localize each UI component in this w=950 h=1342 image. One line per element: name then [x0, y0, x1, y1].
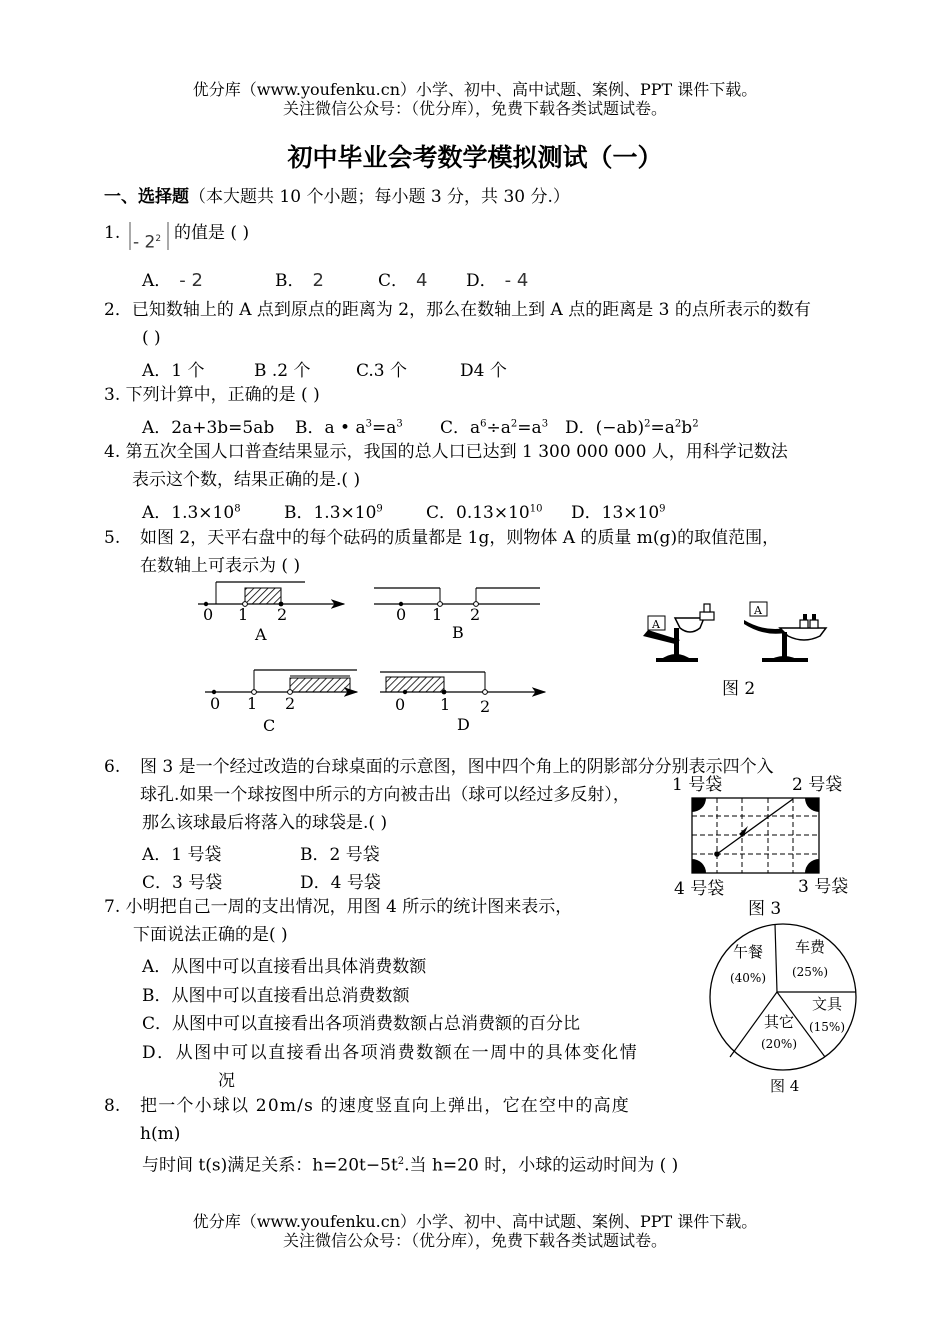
nl-a-label-1: 1	[238, 605, 249, 624]
q3-d-part2: =a	[650, 418, 675, 438]
numberline-b	[374, 588, 540, 642]
q8-line-3	[142, 1151, 678, 1177]
q6-option-d: D．4 号袋	[300, 873, 381, 893]
nl-d-label-0: 0	[395, 695, 406, 714]
q8-line-1: 把一个小球以 20m/s 的速度竖直向上弹出，它在空中的高度	[140, 1096, 631, 1116]
q8-number: 8.	[104, 1096, 121, 1116]
q8-line-3-part2: .当 h=20 时，小球的运动时间为 ( )	[404, 1155, 679, 1176]
q8-line-2: h(m)	[140, 1124, 181, 1144]
nl-d-label-1: 1	[440, 695, 451, 714]
q3-c-part2: ÷a	[486, 418, 511, 438]
q6-line-3: 那么该球最后将落入的球袋是.( )	[142, 813, 388, 833]
q4-d-text: D．13×10	[571, 503, 660, 523]
balance-right	[744, 602, 826, 662]
q4-line-2: 表示这个数，结果正确的是.( )	[132, 470, 361, 490]
section-label: 一、选择题	[104, 187, 189, 207]
q1-a-label: A．	[142, 271, 172, 291]
balance-scales-figure	[640, 598, 840, 668]
q3-c-part3: =a	[517, 418, 542, 438]
q1-base: - 2	[133, 232, 156, 253]
q6-line-1: 图 3 是一个经过改造的台球桌面的示意图，图中四个角上的阴影部分分别表示四个入	[140, 757, 774, 777]
q2-option-a: A．1 个	[142, 361, 205, 381]
q4-b-sup: 9	[376, 503, 383, 515]
q6-option-c: C．3 号袋	[142, 873, 223, 893]
nl-a-label-0: 0	[203, 605, 214, 624]
nl-b-label-2: 2	[470, 605, 481, 624]
q1-stem: 的值是 ( )	[174, 223, 250, 243]
q1-d-label: D．	[466, 271, 497, 291]
q7-option-c: C．从图中可以直接看出各项消费数额占总消费额的百分比	[142, 1014, 581, 1034]
q4-a-text: A．1.3×10	[142, 503, 235, 523]
q3-d-sup2: 2	[674, 418, 682, 430]
q7-line-2: 下面说法正确的是( )	[133, 925, 288, 945]
q6-number: 6.	[104, 757, 121, 777]
q2-line-2: ( )	[142, 328, 161, 348]
q4-c-text: C．0.13×10	[426, 503, 530, 523]
nl-c-label-1: 1	[247, 694, 258, 713]
q5-number: 5.	[104, 528, 121, 548]
q2-option-b: B .2 个	[254, 361, 311, 381]
q4-line-1: 4. 第五次全国人口普查结果显示，我国的总人口已达到 1 300 000 000 人，用科学记数法	[104, 442, 788, 462]
q3-c-part1: C．a	[440, 418, 481, 438]
header-line-2: 关注微信公众号：（优分库），免费下载各类试题试卷。	[282, 99, 667, 118]
nl-c-option: C	[263, 716, 276, 735]
q3-b-part2: =a	[371, 418, 397, 438]
q6-line-2: 球孔.如果一个球按图中所示的方向被击出（球可以经过多反射），	[140, 785, 630, 805]
nl-d-option: D	[457, 715, 470, 734]
balance-right-object-label: A	[754, 604, 762, 617]
pocket-3-label: 3 号袋	[798, 877, 849, 897]
q1-d-value: - 4	[504, 270, 529, 291]
q3-d-sup1: 2	[644, 418, 651, 430]
q2-line-1: 2．已知数轴上的 A 点到原点的距离为 2，那么在数轴上到 A 点的距离是 3 的点所表示的数有	[104, 300, 811, 320]
q4-d-sup: 9	[659, 503, 666, 515]
nl-b-option: B	[452, 623, 464, 642]
pie-label-3: 文具	[811, 995, 843, 1013]
q7-option-b: B．从图中可以直接看出总消费数额	[142, 986, 410, 1006]
pie-label-2: 车费	[794, 938, 826, 956]
q5-line-2: 在数轴上可表示为 ( )	[140, 556, 301, 576]
q4-c-sup: 10	[529, 503, 543, 515]
nl-c-label-2: 2	[285, 694, 296, 713]
pie-value-3: (15%)	[808, 1020, 846, 1034]
q7-option-d: D．从图中可以直接看出各项消费数额在一周中的具体变化情	[142, 1043, 639, 1063]
q1-number: 1.	[104, 223, 121, 243]
page-title: 初中毕业会考数学模拟测试（一）	[287, 143, 663, 172]
q3-b-sup1: 3	[365, 418, 372, 430]
numberline-d	[380, 672, 545, 734]
q3-b-sup2: 3	[396, 418, 403, 430]
pie-label-1: 午餐	[732, 943, 764, 961]
figure-2-caption: 图 2	[722, 679, 756, 699]
q7-line-1: 7. 小明把自己一周的支出情况，用图 4 所示的统计图来表示，	[104, 897, 573, 917]
q8-line-3-part1: 与时间 t(s)满足关系：h=20t−5t	[142, 1155, 398, 1176]
q3-b-part1: B．a • a	[295, 418, 366, 438]
q3-c-sup1: 6	[480, 418, 487, 430]
figure-4-caption: 图 4	[770, 1077, 800, 1095]
footer-line-1: 优分库（www.youfenku.cn）小学、初中、高中试题、案例、PPT 课件下载。	[192, 1212, 758, 1231]
q1-exponent: 2	[155, 234, 162, 244]
q6-option-b: B．2 号袋	[300, 845, 380, 865]
q1-c-value: 4	[416, 270, 428, 291]
nl-a-option: A	[255, 625, 267, 644]
q5-line-1: 如图 2，天平右盘中的每个砝码的质量都是 1g，则物体 A 的质量 m(g)的取值范围，	[140, 528, 780, 548]
q1-b-value: 2	[312, 270, 324, 291]
q3-d-sup3: 2	[692, 418, 699, 430]
pie-value-4: (20%)	[760, 1037, 798, 1051]
section-note: （本大题共 10 个小题；每小题 3 分，共 30 分.）	[189, 187, 570, 207]
nl-a-label-2: 2	[277, 605, 288, 624]
q1-b-label: B．	[275, 271, 305, 291]
pie-value-1: (40%)	[729, 971, 767, 985]
footer-line-2: 关注微信公众号：（优分库），免费下载各类试题试卷。	[282, 1231, 667, 1250]
pocket-2-label: 2 号袋	[792, 775, 843, 795]
pie-label-4: 其它	[763, 1013, 795, 1031]
nl-b-label-0: 0	[396, 605, 407, 624]
pocket-1-label: 1 号袋	[672, 775, 723, 795]
q3-stem: 3. 下列计算中，正确的是 ( )	[104, 385, 320, 405]
numberline-c	[205, 670, 357, 735]
billiard-table-figure	[690, 796, 822, 876]
balance-left	[643, 604, 714, 662]
pocket-4-label: 4 号袋	[674, 879, 725, 899]
q8-line-3-sup: 2	[397, 1156, 405, 1167]
q7-option-a: A．从图中可以直接看出具体消费数额	[142, 957, 427, 977]
q3-option-a: A．2a+3b=5ab	[142, 418, 275, 438]
nl-b-label-1: 1	[432, 605, 443, 624]
pie-chart	[700, 924, 870, 1074]
nl-c-label-0: 0	[210, 694, 221, 713]
nl-d-label-2: 2	[480, 697, 491, 716]
q3-d-part1: D．(−ab)	[565, 418, 645, 438]
q3-c-sup2: 2	[510, 418, 518, 430]
header-line-1: 优分库（www.youfenku.cn）小学、初中、高中试题、案例、PPT 课件下载。	[192, 80, 758, 99]
q1-c-label: C．	[378, 271, 409, 291]
q4-a-sup: 8	[234, 503, 241, 515]
q2-option-d: D4 个	[460, 361, 507, 381]
figure-3-caption: 图 3	[748, 899, 782, 919]
pie-value-2: (25%)	[791, 965, 829, 979]
q7-option-d-cont: 况	[218, 1071, 235, 1091]
q4-b-text: B．1.3×10	[284, 503, 377, 523]
q3-c-sup3: 3	[541, 418, 549, 430]
q6-option-a: A．1 号袋	[142, 845, 222, 865]
q1-a-value: - 2	[179, 270, 203, 291]
balance-left-object-label: A	[652, 618, 660, 631]
q3-d-part3: b	[681, 418, 693, 438]
numberline-a	[198, 582, 344, 644]
q2-option-c: C.3 个	[356, 361, 408, 381]
